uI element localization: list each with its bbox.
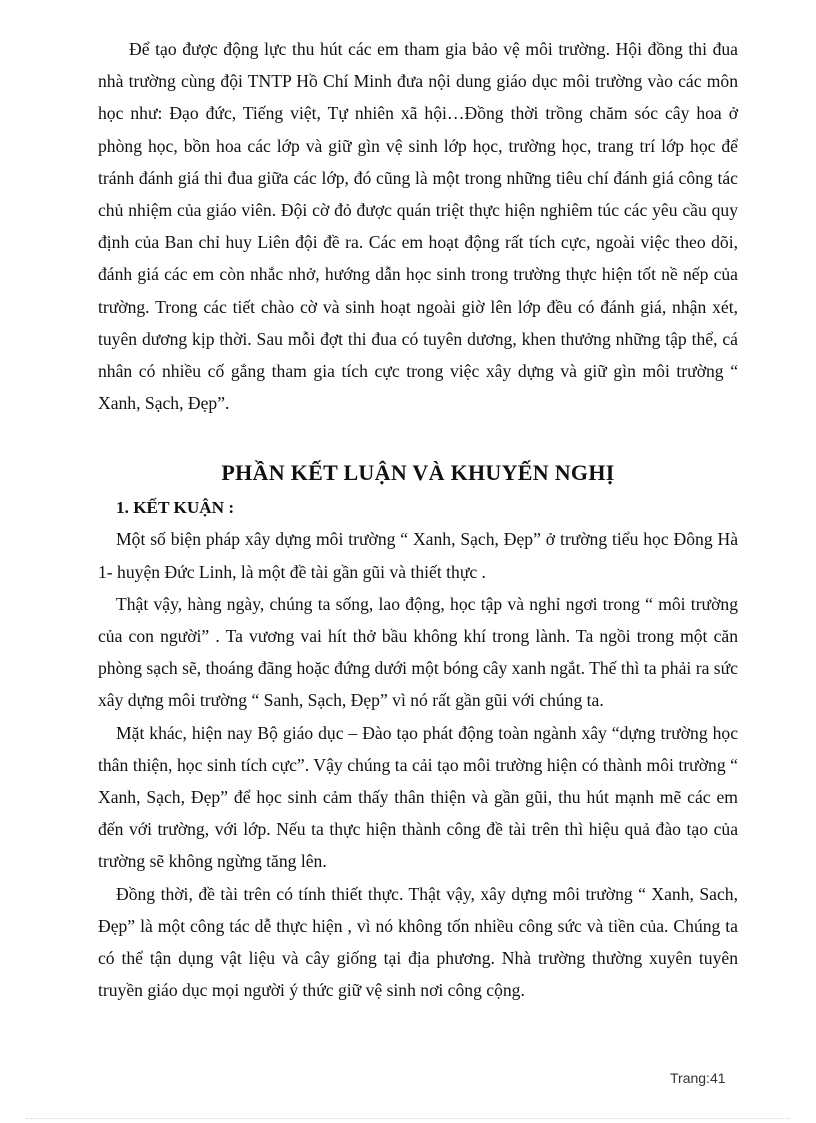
section-title: PHẦN KẾT LUẬN VÀ KHUYẾN NGHỊ <box>221 460 615 486</box>
conclusion-paragraph-4: Đồng thời, đề tài trên có tính thiết thực. Thật vậy, xây dựng môi trường “ Xanh, Sach, Đẹp” là một công tác dễ thực hiện , vì nó không tốn nhiều công sức và tiền của. Chúng ta có thể tận dụng vật liệu và cây giống tại địa phương. Nhà trường thường xuyên tuyên truyền giáo dục mọi người ý thức giữ vệ sinh nơi công cộng. <box>98 883 738 1001</box>
conclusion-subheading: 1. KẾT KUẬN : <box>116 498 235 518</box>
conclusion-paragraph-3: Mặt khác, hiện nay Bộ giáo dục – Đào tạo phát động toàn ngành xây “dựng trường học thân thiện, học sinh tích cực”. Vậy chúng ta cải tạo môi trường hiện có thành môi trường “ Xanh, Sạch, Đẹp” để học sinh cảm thấy thân thiện và gần gũi, thu hút mạnh mẽ các em đến với trường, với lớp. Nếu ta thực hiện thành công đề tài trên thì hiệu quả đào tạo của trường sẽ không ngừng tăng lên. <box>98 722 738 872</box>
intro-paragraph: Để tạo được động lực thu hút các em tham gia bảo vệ môi trường. Hội đồng thi đua nhà trường cùng đội TNTP Hồ Chí Minh đưa nội dung giáo dục môi trường vào các môn học như: Đạo đức, Tiếng việt, Tự nhiên xã hội…Đồng thời trồng chăm sóc cây hoa ở phòng học, bồn hoa các lớp và giữ gìn vệ sinh lớp học, trường học, trang trí lớp học để tránh đánh giá thi đua giữa các lớp, đó cũng là một trong những tiêu chí đánh giá công tác chủ nhiệm của giáo viên. Đội cờ đỏ được quán triệt thực hiện nghiêm túc các yêu cầu quy định của Ban chỉ huy Liên đội đề ra. Các em hoạt động rất tích cực, ngoài việc theo dõi, đánh giá các em còn nhắc nhở, hướng dẫn học sinh trong trường thực hiện tốt nề nếp của trường. Trong các tiết chào cờ và sinh hoạt ngoài giờ lên lớp đều có đánh giá, nhận xét, tuyên dương kịp thời. Sau mỗi đợt thi đua có tuyên dương, khen thưởng những tập thể, cá nhân có nhiều cố gắng tham gia tích cực trong việc xây dựng và giữ gìn môi trường “ Xanh, Sạch, Đẹp”. <box>98 39 738 414</box>
conclusion-paragraph-2: Thật vậy, hàng ngày, chúng ta sống, lao động, học tập và nghỉ ngơi trong “ môi trường của con người” . Ta vương vai hít thở bầu không khí trong lành. Ta ngồi trong một căn phòng sạch sẽ, thoáng đãng hoặc đứng dưới một bóng cây xanh ngắt. Thế thì ta phải ra sức xây dựng môi trường “ Sanh, Sạch, Đẹp” vì nó rất gần gũi với chúng ta. <box>98 593 738 711</box>
page-number: Trang:41 <box>670 1070 726 1086</box>
document-body <box>98 33 738 1006</box>
conclusion-paragraph-1: Một số biện pháp xây dựng môi trường “ Xanh, Sạch, Đẹp” ở trường tiểu học Đông Hà 1- huyện Đức Linh, là một đề tài gần gũi và thiết thực . <box>98 529 738 582</box>
page-footer-divider <box>26 1118 790 1119</box>
